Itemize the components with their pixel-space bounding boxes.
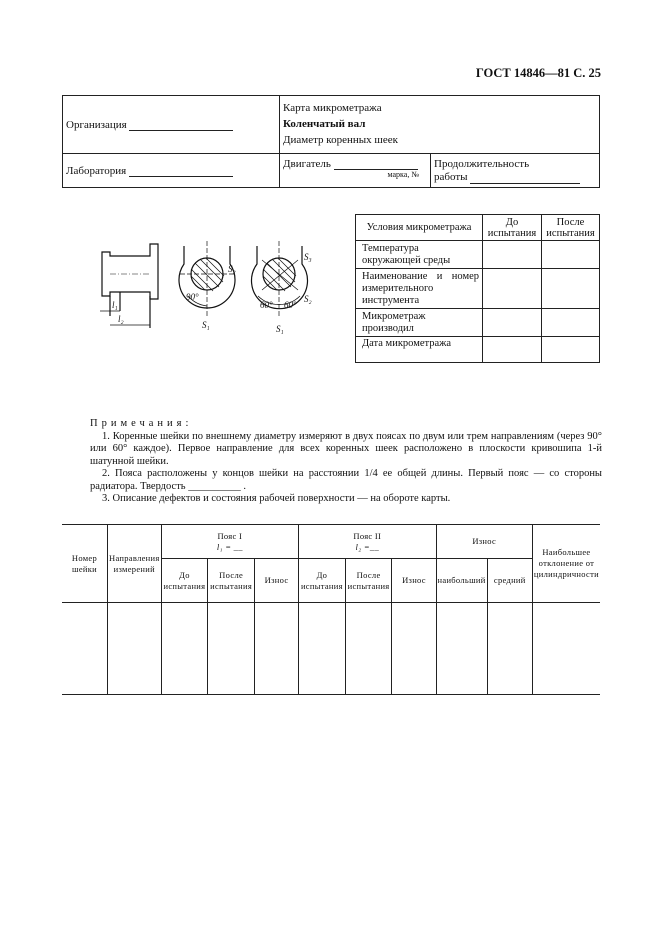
organization-field[interactable]: [129, 130, 233, 131]
belt-1-length: l₁ = __: [216, 541, 243, 552]
col-after-1: После испытания: [208, 559, 255, 603]
laboratory-cell: [63, 154, 280, 188]
condition-cell[interactable]: [542, 241, 600, 269]
belt-2-length: l₂ =__: [355, 541, 380, 552]
col-wear-1: Износ: [254, 559, 298, 603]
col-largest: наибольший: [436, 559, 487, 603]
dim-l1: l₁: [112, 300, 118, 310]
label-s3: S₃: [304, 252, 312, 262]
page-header: ГОСТ 14846—81 С. 25: [475, 66, 601, 80]
table-cell[interactable]: [299, 603, 346, 695]
condition-cell[interactable]: [542, 337, 600, 363]
condition-cell[interactable]: [542, 309, 600, 337]
table-cell[interactable]: [208, 603, 255, 695]
measured-item: Диаметр коренных шеек: [283, 134, 398, 146]
organization-label: Организация: [66, 118, 127, 131]
condition-cell[interactable]: [542, 269, 600, 309]
laboratory-label: Лаборатория: [66, 164, 127, 177]
col-before-1: До испытания: [161, 559, 208, 603]
laboratory-field[interactable]: [129, 176, 233, 177]
condition-cell[interactable]: [483, 269, 542, 309]
table-cell[interactable]: [108, 603, 162, 695]
notes-title: Примечания:: [90, 418, 193, 429]
engine-sub: марка, №: [387, 170, 419, 179]
label-s2-b: S₂: [304, 294, 312, 304]
condition-cell[interactable]: [483, 337, 542, 363]
table-row: [62, 603, 600, 695]
before-header: До испытания: [483, 215, 542, 241]
belt-2-title: Пояс II: [353, 530, 382, 541]
duration-cell: [431, 154, 600, 188]
col-wear: Износ: [436, 525, 532, 559]
conditions-header: Условия микрометража: [356, 215, 483, 241]
duration-label-2: работы: [434, 170, 468, 183]
measurement-table: [62, 524, 600, 695]
table-cell[interactable]: [62, 603, 108, 695]
label-s1-b: S₁: [276, 324, 284, 334]
col-max-deviation: Наибольшее отклонение от цилиндричности: [532, 525, 600, 603]
duration-label-1: Продолжительность: [434, 157, 530, 170]
table-cell[interactable]: [532, 603, 600, 695]
condition-row-label: Микрометраж производил: [356, 309, 483, 337]
table-cell[interactable]: [487, 603, 532, 695]
note-item: 1. Коренные шейки по внешнему диаметру измеряют в двух поясах по двум или трем направлениям (через 90° или 60° каждое). Первое направление для всех коренных шеек расположено в плоскости кривошипа 1-й шатунной шейки.: [90, 430, 602, 467]
note-item: 3. Описание дефектов и состояния рабочей поверхности — на обороте карты.: [102, 493, 451, 504]
col-journal: Номер шейки: [62, 525, 108, 603]
angle-60-a: 60°: [260, 300, 273, 310]
belt-1-title: Пояс I: [217, 530, 243, 541]
angle-60-b: 60°: [284, 300, 297, 310]
table-cell[interactable]: [436, 603, 487, 695]
dim-l2: l₂: [118, 314, 124, 324]
condition-row-label: Дата микрометража: [356, 337, 483, 363]
card-info-cell: [280, 96, 600, 154]
col-wear-2: Износ: [392, 559, 436, 603]
col-average: средний: [487, 559, 532, 603]
table-cell[interactable]: [392, 603, 436, 695]
col-belt-2: [299, 525, 436, 559]
duration-field[interactable]: [470, 183, 580, 184]
condition-row-label: Температура окружающей среды: [356, 241, 483, 269]
part-name: Коленчатый вал: [283, 118, 366, 130]
journal-measurement-figure: [90, 236, 340, 336]
col-after-2: После испытания: [345, 559, 392, 603]
label-s2-a: S₂: [228, 264, 236, 274]
condition-row-label: Наименование и номер измерительного инструмента: [356, 269, 483, 309]
col-belt-1: [161, 525, 298, 559]
conditions-table: [355, 214, 600, 363]
col-direction: Направления измерений: [108, 525, 162, 603]
organization-cell: [63, 96, 280, 154]
table-cell[interactable]: [254, 603, 298, 695]
note-item: 2. Пояса расположены у концов шейки на расстоянии 1/4 ее общей длины. Первый пояс — со стороны радиатора. Твердость __________ .: [90, 468, 602, 492]
table-cell[interactable]: [345, 603, 392, 695]
shaft-side-view: [102, 244, 158, 299]
condition-cell[interactable]: [483, 241, 542, 269]
label-s1-a: S₁: [202, 320, 210, 330]
card-title: Карта микрометража: [283, 102, 382, 114]
angle-90: 90°: [186, 292, 199, 302]
condition-cell[interactable]: [483, 309, 542, 337]
form-header-table: [62, 95, 600, 188]
table-cell[interactable]: [161, 603, 208, 695]
engine-cell: [280, 154, 431, 188]
after-header: После испытания: [542, 215, 600, 241]
notes-block: [90, 418, 602, 506]
engine-label: Двигатель: [283, 158, 331, 170]
col-before-2: До испытания: [299, 559, 346, 603]
